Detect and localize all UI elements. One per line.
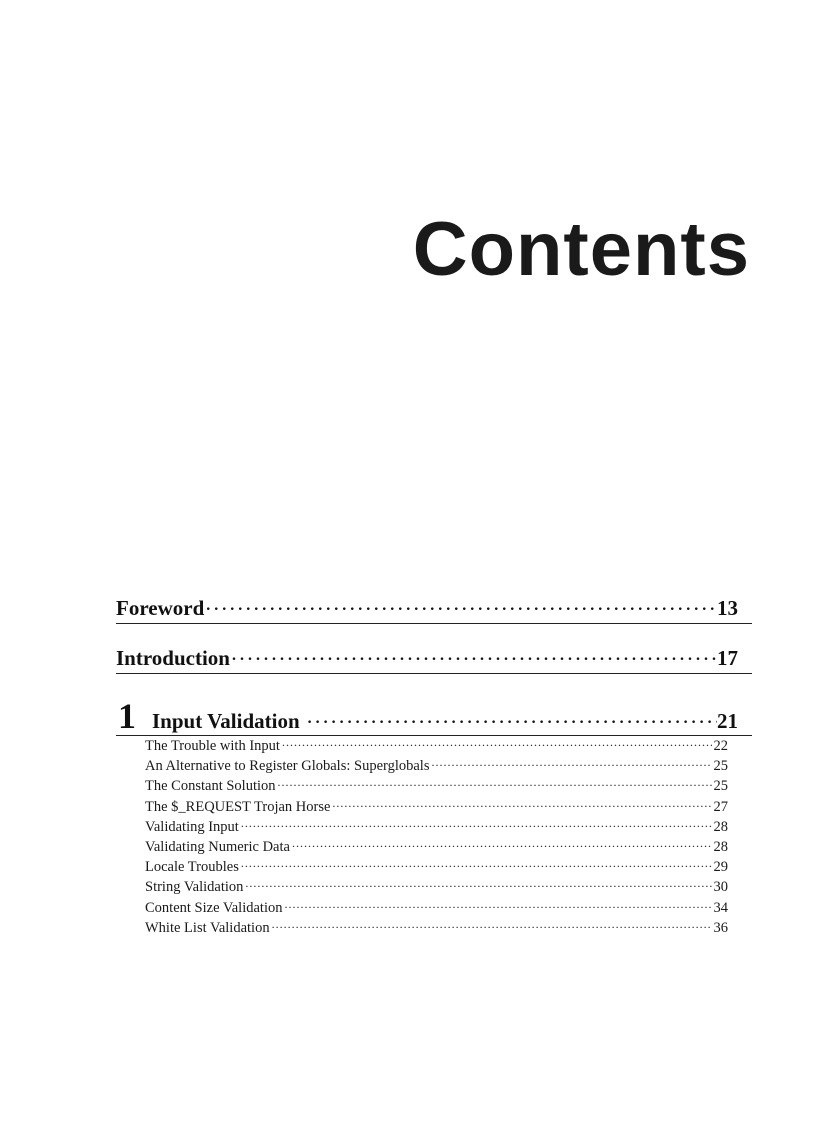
toc-entry-label: Introduction <box>116 646 230 670</box>
toc-subentry-page: 25 <box>713 758 728 775</box>
toc-subentry-label: The $_REQUEST Trojan Horse <box>145 798 331 815</box>
dot-leader <box>245 879 711 891</box>
toc-subentry-label: String Validation <box>145 879 244 896</box>
toc-entry-foreword[interactable] <box>116 596 752 624</box>
chapter-number: 1 <box>118 696 136 736</box>
chapter-page: 21 <box>717 709 738 733</box>
toc-subentry[interactable] <box>145 778 728 798</box>
toc-subentry[interactable] <box>145 859 728 879</box>
toc-subentry-label: The Trouble with Input <box>145 738 280 754</box>
dot-leader <box>241 819 712 831</box>
toc-subentry-page: 30 <box>713 879 728 896</box>
toc-subentry-label: White List Validation <box>145 919 270 936</box>
dot-leader <box>206 599 717 615</box>
page-title: Contents <box>412 207 750 292</box>
dot-leader <box>292 839 712 851</box>
toc-subentry-page: 27 <box>713 798 728 815</box>
dot-leader <box>272 920 712 932</box>
toc-subentry-page: 25 <box>713 778 728 795</box>
toc-subentry[interactable] <box>145 920 728 940</box>
toc-subentry-label: Content Size Validation <box>145 899 283 916</box>
toc-subentry[interactable] <box>145 819 728 839</box>
toc-subentry-page: 22 <box>713 738 728 754</box>
toc-entry-page: 17 <box>717 646 738 670</box>
toc-subentry[interactable] <box>145 738 728 758</box>
toc-entry-label: Foreword <box>116 596 205 620</box>
chapter-entries <box>145 738 728 940</box>
toc-subentry-label: An Alternative to Register Globals: Superglobals <box>145 758 430 775</box>
dot-leader <box>282 738 712 750</box>
toc-subentry-label: Validating Numeric Data <box>145 838 290 855</box>
chapter-title: Input Validation <box>152 709 300 733</box>
toc-subentry-label: Validating Input <box>145 818 239 835</box>
dot-leader <box>232 649 717 665</box>
toc-subentry[interactable] <box>145 839 728 859</box>
toc-subentry-page: 28 <box>713 838 728 855</box>
toc-subentry[interactable] <box>145 879 728 899</box>
toc-subentry-label: Locale Troubles <box>145 859 239 876</box>
dot-leader <box>308 712 717 728</box>
toc-subentry-page: 28 <box>713 818 728 835</box>
toc-subentry[interactable] <box>145 900 728 920</box>
dot-leader <box>241 859 712 871</box>
toc-subentry[interactable] <box>145 758 728 778</box>
toc-subentry-page: 36 <box>713 919 728 936</box>
toc-subentry-label: The Constant Solution <box>145 778 276 795</box>
dot-leader <box>284 900 711 912</box>
toc-subentry[interactable] <box>145 799 728 819</box>
toc-entry-introduction[interactable] <box>116 646 752 674</box>
dot-leader <box>431 758 711 770</box>
dot-leader <box>278 778 712 790</box>
toc-subentry-page: 29 <box>713 859 728 876</box>
chapter-heading[interactable] <box>116 698 752 736</box>
toc-entry-page: 13 <box>717 596 738 620</box>
toc-subentry-page: 34 <box>713 899 728 916</box>
dot-leader <box>332 799 711 811</box>
